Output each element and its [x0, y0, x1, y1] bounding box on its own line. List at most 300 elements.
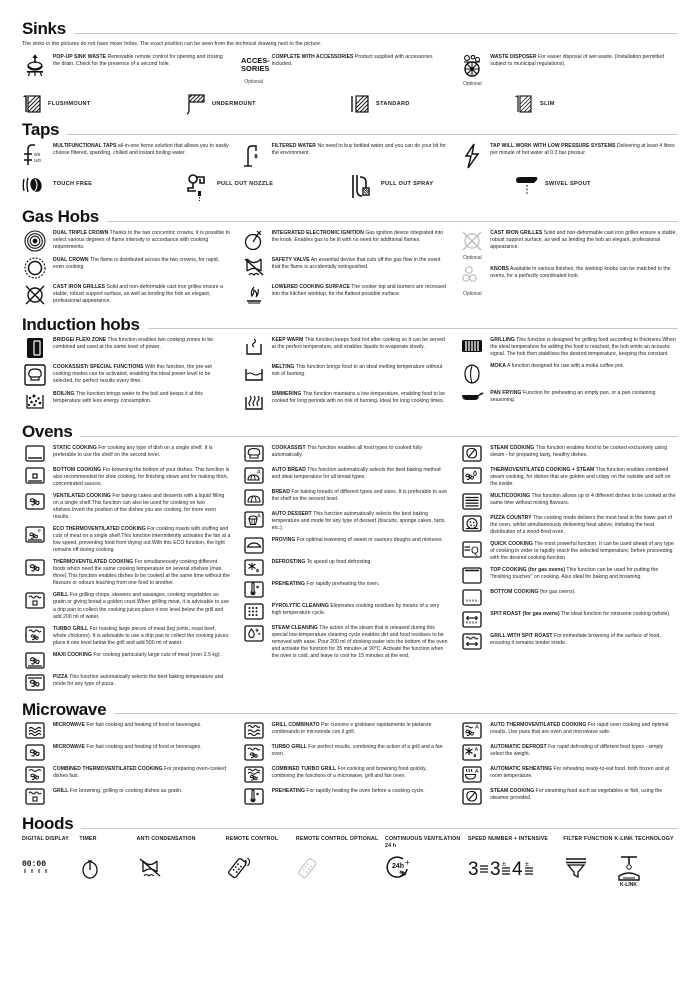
multicooking-icon — [459, 492, 485, 510]
section-rule — [67, 134, 678, 135]
feature-body: A function designed for use with a moka coffee pot. — [507, 363, 624, 370]
feature-item — [22, 558, 231, 587]
feature-body: This function can be used for putting the "finishing touches" on cooking. Also ideal for baking and browning. — [490, 567, 659, 581]
feature-text — [53, 721, 202, 729]
ovens-column-3 — [459, 444, 678, 694]
feature-body: For cooking any type of dish on a single shelf. It is preferable to use the shelf on the second level. — [53, 445, 213, 459]
feature-item — [241, 743, 450, 761]
feature-body: This function is designed for grilling food according to thickness.When the ideal temperature for adding the food is reached, the hob emits an acoustic signal. The hob then stabilises the desired temperature, keeping this constant. — [490, 337, 676, 358]
feature-item — [241, 229, 450, 252]
feature-item — [459, 53, 678, 87]
continuous-ventilation-icon — [385, 855, 468, 897]
ventilated-cooking-icon — [22, 492, 48, 510]
feature-item — [241, 390, 450, 413]
boiling-icon — [22, 390, 48, 413]
simmering-icon — [241, 390, 267, 413]
microwave-grill-icon — [22, 787, 48, 805]
hood-item-timer — [79, 836, 136, 897]
sinks-column-3 — [459, 53, 678, 91]
svg-text:4: 4 — [511, 859, 523, 881]
feature-body: For baking cakes and desserts with a liquid filling on a single shelf.This function can also be used for cooking on two shelves.Invert the position of the dishes you are cooking, for more even results. — [53, 493, 225, 521]
feature-bold: MELTING — [271, 364, 295, 371]
ovens-column-1 — [22, 444, 241, 694]
feature-text — [490, 265, 678, 280]
hood-item-speed-number — [468, 836, 564, 897]
keep-warm-icon — [241, 336, 267, 359]
steam-cooking-icon — [459, 444, 485, 462]
feature-item — [22, 53, 231, 78]
feature-body: Function for preheating an empty pan, or a pan containing seasoning. — [490, 390, 656, 404]
feature-body: For optimal leavening of sweet or savoury doughs and mixtures. — [296, 537, 444, 544]
feature-item — [241, 142, 450, 169]
feature-item — [459, 787, 678, 805]
feature-item — [22, 229, 231, 252]
proving-icon — [241, 536, 267, 554]
feature-item — [459, 336, 678, 358]
feature-bold: LOWERED COOKING SURFACE — [271, 283, 350, 290]
section-rule — [107, 221, 678, 222]
microwave-preheating-icon — [241, 787, 267, 805]
feature-text — [272, 510, 450, 532]
svg-text:±: ± — [501, 861, 506, 869]
feature-body: This function automatically selects the best baking temperature and mode for any type of dessert (biscuits, sponge cakes, tarts, etc.). — [271, 511, 446, 532]
feature-bold: COOKASSIST/ SPECIAL FUNCTIONS — [53, 364, 144, 371]
feature-text — [490, 632, 678, 647]
feature-text — [272, 602, 450, 617]
feature-text — [53, 256, 231, 271]
feature-body: For cooking and browning food quickly, combining the functions of a microwave, grill and fan oven. — [271, 766, 427, 780]
section-taps — [22, 121, 678, 202]
feature-item — [241, 721, 450, 739]
grill-icon — [22, 591, 48, 609]
safety-valve-icon — [241, 256, 267, 279]
hood-label: FILTER FUNCTION — [563, 836, 613, 843]
feature-text — [272, 466, 450, 481]
feature-text — [272, 624, 450, 660]
feature-bold: BRIDGE/ FLEXI ZONE — [53, 337, 107, 344]
cast-iron-grille-icon — [22, 283, 48, 306]
feature-text — [53, 492, 231, 521]
slim-mount-icon — [514, 94, 534, 114]
combined-turbo-grill-icon — [241, 765, 267, 783]
ovens-column-2 — [241, 444, 460, 694]
accessories-icon — [240, 53, 270, 85]
hood-label: TIMER — [79, 836, 97, 843]
taps-column-1 — [22, 142, 241, 173]
k-link-icon — [614, 855, 678, 897]
feature-body: This function enables food to be cooked exclusively using steam - for preparing tasty, healthy dishes. — [490, 445, 668, 459]
feature-bold: SIMMERING — [271, 391, 302, 398]
feature-body: Removable remote control for opening and closing the drain. Check for the presence of a second hole. — [53, 53, 223, 67]
feature-bold: BOTTOM COOKING — [490, 589, 539, 596]
feature-item — [241, 558, 450, 576]
feature-item — [22, 673, 231, 691]
microwave-icon — [22, 721, 48, 739]
feature-bold: COOKASSIST — [271, 445, 306, 452]
feature-item — [241, 444, 450, 462]
static-cooking-icon — [22, 444, 48, 462]
feature-body: The most powerful function. It can be used ahead of any type of cooking in order to rapidly reach the selected temperature, before proceeding with the desired cooking function. — [490, 541, 674, 562]
feature-body: For rapidly preheating the oven. — [306, 581, 380, 588]
feature-body: Thanks to the two concentric crowns, it is possible to select various degrees of flame intensity in accordance with cooking requirements. — [53, 229, 230, 250]
feature-body: Solid and non-deformable cast iron grilles ensure a stable, robust support surface, as well as lending the hob an elegant, professional appearance. — [53, 283, 223, 304]
svg-text:A: A — [475, 769, 479, 776]
grill-combinato-icon — [241, 721, 267, 739]
svg-text:A: A — [475, 724, 479, 731]
feature-item — [459, 632, 678, 650]
feature-item — [459, 265, 678, 297]
hood-label: CONTINUOUS VENTILATION 24 h — [385, 836, 461, 849]
section-title: Hoods — [22, 814, 74, 834]
feature-bold: MICROWAVE — [53, 722, 85, 729]
microwave-steam-cooking-icon — [459, 787, 485, 805]
feature-bold: DUAL CROWN — [53, 256, 89, 263]
feature-body: This function automatically selects the best baking temperature and mode for any type of pizza. — [53, 673, 224, 687]
pyrolytic-cleaning-icon — [241, 602, 267, 620]
cookassist-oven-icon — [241, 444, 267, 462]
feature-body: For easier disposal of wet waste. (Installation permitted subject to municipal regulations). — [490, 53, 665, 67]
feature-text — [53, 229, 231, 251]
feature-bold: WASTE DISPOSER — [490, 53, 537, 60]
feature-item — [459, 610, 678, 628]
svg-text:e: e — [38, 528, 41, 535]
feature-body: For rapidly heating the oven before a cooking cycle. — [306, 788, 425, 795]
section-header-taps — [22, 121, 678, 139]
feature-item — [22, 765, 231, 783]
feature-bold: BREAD — [271, 489, 290, 496]
feature-bold: BOILING — [53, 391, 75, 398]
feature-body: This function brings water to the boil and keeps it at this temperature with less energy consumption. — [53, 391, 203, 405]
feature-bold: MULTICOOKING — [490, 493, 531, 500]
pull-out-spray-icon — [350, 174, 376, 200]
feature-bold: BOTTOM COOKING — [53, 467, 102, 474]
microwave-column-2 — [241, 721, 460, 809]
svg-text:Q: Q — [471, 545, 480, 557]
pizza-country-icon — [459, 514, 485, 532]
section-rule — [74, 33, 678, 34]
tap-style-row — [22, 174, 678, 202]
feature-item — [22, 591, 231, 620]
auto-dessert-icon — [241, 510, 267, 528]
gas-hobs-grid — [22, 229, 678, 310]
hoods-row — [22, 836, 678, 897]
feature-item — [22, 721, 231, 739]
feature-text — [53, 142, 231, 157]
feature-bold: STATIC COOKING — [53, 445, 97, 452]
feature-item — [22, 142, 231, 169]
feature-bold: VENTILATED COOKING — [53, 493, 111, 500]
flushmount-icon — [22, 94, 42, 114]
hood-label: SPEED NUMBER + INTENSIVE — [467, 836, 549, 843]
grill-spit-roast-icon — [459, 632, 485, 650]
ovens-grid — [22, 444, 678, 694]
section-rule — [148, 328, 678, 329]
feature-body: This function enables all food types to cooked fully automatically. — [271, 445, 423, 459]
pan-frying-icon — [459, 389, 485, 404]
feature-bold: MULTIFUNCTIONAL TAPS — [53, 142, 117, 149]
feature-item — [459, 229, 678, 261]
feature-text — [272, 765, 450, 780]
section-header-hoods — [22, 815, 678, 833]
electronic-ignition-icon — [241, 229, 267, 252]
feature-text — [272, 536, 443, 544]
induction-column-3 — [459, 336, 678, 417]
feature-item — [241, 466, 450, 484]
feature-body: Available in various finishes, the worktop knobs can be matched to the ovens, for a perfectly coordinated look. — [490, 265, 671, 279]
speed-number-icon — [468, 855, 564, 897]
feature-item — [22, 363, 231, 386]
svg-text:SORIES: SORIES — [240, 63, 269, 73]
lowered-cooking-surface-icon — [241, 283, 267, 306]
microwave-fan-icon — [22, 743, 48, 761]
thermoventilated-steam-icon — [459, 466, 485, 484]
feature-text — [272, 721, 450, 736]
feature-body: With this function, the pre-set cooking modes can be activated, enabling the ideal power level to be selected, for perfect results every time. — [53, 364, 212, 385]
tap-style-label: SWIVEL SPOUT — [545, 180, 591, 187]
microwave-column-1 — [22, 721, 241, 809]
feature-item — [241, 765, 450, 783]
microwave-turbo-grill-icon — [241, 743, 267, 761]
feature-bold: DEFROSTING — [271, 559, 306, 566]
feature-body: This cooking mode delivers the most heat in the lower part of the oven, whilst simultaneously delivering heat above, imitating the heat distribution of a wood-fired oven. — [490, 515, 673, 536]
feature-item — [241, 602, 450, 620]
sinks-feature-grid — [22, 53, 678, 91]
svg-text:A: A — [256, 469, 261, 476]
feature-body: For browning the bottom of your dishes. This function is also recommended for slow cooking, for finishing stews and for making thick, concentrated sauces. — [53, 467, 230, 488]
feature-body: Delivering at least 4 litres per minute of hot water at 0.3 bar pressur. — [490, 142, 675, 156]
mount-item — [22, 93, 186, 115]
section-header-induction-hobs — [22, 316, 678, 334]
feature-text — [53, 765, 231, 780]
svg-text:0/0: 0/0 — [34, 151, 41, 157]
feature-text — [272, 256, 450, 271]
feature-bold: MOKA — [490, 363, 506, 370]
cast-iron-grille-optional-icon — [459, 229, 485, 261]
section-title: Taps — [22, 119, 60, 139]
feature-text — [53, 283, 231, 305]
maxi-cooking-icon — [22, 651, 48, 669]
feature-body: This function automatically selects the best baking method and ideal temperature for all bread types. — [271, 467, 441, 481]
optional-label: Optional — [244, 78, 263, 85]
mount-item — [186, 93, 350, 115]
feature-body: For cooking particularly large cuts of meat (over 2.5 kg). — [93, 651, 222, 658]
feature-item — [459, 514, 678, 536]
feature-text — [490, 610, 670, 618]
feature-item — [241, 256, 450, 279]
feature-item — [459, 466, 678, 488]
feature-body: To speed up food defrosting. — [306, 559, 372, 566]
dual-triple-crown-icon — [22, 229, 48, 252]
feature-text — [490, 721, 678, 736]
svg-text:A: A — [256, 513, 261, 520]
feature-item — [459, 492, 678, 510]
feature-item — [22, 625, 231, 647]
feature-text — [272, 444, 450, 459]
hood-item-remote-control — [226, 836, 296, 897]
feature-bold: KEEP WARM — [271, 337, 304, 344]
feature-body: For immediate browning of the surface of food, ensuring it remains tender inside. — [490, 633, 661, 647]
feature-text — [490, 566, 678, 581]
tap-style-item — [22, 174, 186, 202]
feature-body: For perfect results, combining the action of a grill and a fan oven. — [271, 744, 443, 758]
feature-text — [53, 336, 231, 351]
feature-text — [272, 229, 450, 244]
automatic-reheating-icon — [459, 765, 485, 783]
feature-bold: PREHEATING — [271, 788, 305, 795]
feature-body: This function maintains a low temperature, enabling food to be cooked for long periods with no risk of burning. Ideal for long cooking times. — [271, 391, 446, 405]
feature-bold: COMBINED THERMOVENTILATED COOKING — [53, 766, 163, 773]
feature-bold: PIZZA — [53, 673, 68, 680]
multifunctional-tap-icon — [22, 142, 48, 169]
optional-label: Optional — [462, 290, 482, 297]
feature-body: An essential device that cuts off the gas flow in the event that the flame is accidentally extinguished. — [271, 256, 441, 270]
sink-mount-row — [22, 93, 678, 115]
feature-item — [459, 765, 678, 783]
digital-display-icon — [22, 855, 79, 897]
feature-item — [459, 142, 678, 169]
feature-item — [22, 743, 231, 761]
filtered-water-tap-icon — [241, 142, 267, 169]
feature-text — [53, 558, 231, 587]
hood-label: ANTI CONDENSATION — [136, 836, 196, 843]
feature-bold: TAP WILL WORK WITH LOW PRESSURE SYSTEMS — [490, 142, 616, 149]
feature-text — [272, 283, 450, 298]
feature-body: Gas ignition device integrated into the knob. Enables gas to be lit with no need for additional flames. — [271, 229, 444, 243]
feature-item — [22, 283, 231, 306]
feature-item — [22, 390, 231, 413]
section-title: Gas Hobs — [22, 206, 99, 226]
hood-label: DIGITAL DISPLAY — [22, 836, 69, 843]
low-pressure-bolt-icon — [459, 142, 485, 169]
feature-item — [241, 488, 450, 506]
feature-bold: STEAM CLEANING — [271, 625, 318, 632]
hood-item-digital-display — [22, 836, 79, 897]
feature-item — [241, 536, 450, 554]
feature-item — [241, 363, 450, 386]
feature-item — [22, 492, 231, 521]
feature-text — [490, 336, 678, 358]
spit-roast-icon — [459, 610, 485, 628]
feature-item — [241, 53, 450, 85]
feature-text — [490, 466, 678, 488]
bread-icon — [241, 488, 267, 506]
standard-mount-icon — [350, 94, 370, 114]
timer-icon — [79, 855, 136, 897]
feature-item — [241, 510, 450, 532]
feature-bold: SAFETY VALVE — [271, 256, 310, 263]
feature-item — [22, 525, 231, 554]
feature-body: Product supplied with accessories included. — [271, 53, 433, 67]
feature-text — [53, 525, 231, 554]
feature-text — [490, 787, 678, 802]
taps-column-3 — [459, 142, 678, 173]
tap-style-item — [514, 174, 678, 202]
feature-text — [272, 142, 450, 157]
feature-bold: STEAM COOKING — [490, 788, 535, 795]
feature-bold: PREHEATING — [271, 581, 305, 588]
svg-text:ACCES-: ACCES- — [240, 55, 270, 65]
feature-text — [53, 363, 231, 385]
hood-item-k-link — [614, 836, 678, 897]
feature-bold: TURBO GRILL — [53, 625, 89, 632]
feature-text — [490, 514, 678, 536]
induction-column-2 — [241, 336, 460, 417]
feature-item — [459, 721, 678, 739]
gas-hobs-column-1 — [22, 229, 241, 310]
feature-bold: INTEGRATED ELECTRONIC IGNITION — [271, 229, 364, 236]
feature-bold: TOP COOKING (for gas ovens) — [490, 567, 566, 574]
feature-item — [22, 651, 231, 669]
induction-grid — [22, 336, 678, 417]
feature-body: The action of the steam that is released during this special low-temperature cleaning cycle enables dirt and food residues to be removed with ease. Pour 200 ml of drinking water into the bottom of the oven and activate the function for 35 minutes at 90°C. Activate the function when the oven is cold, and leave to cool for 15 minutes at the end. — [271, 625, 448, 660]
feature-text — [490, 389, 678, 404]
tap-style-label: TOUCH FREE — [53, 180, 93, 187]
thermoventilated-cooking-icon — [22, 558, 48, 576]
sinks-column-2 — [241, 53, 460, 91]
feature-bold: GRILL — [53, 592, 69, 599]
feature-item — [459, 389, 678, 404]
feature-text — [490, 588, 575, 596]
feature-text — [53, 390, 231, 405]
feature-bold: THERMOVENTILATED COOKING — [53, 559, 134, 566]
mount-label: UNDERMOUNT — [212, 100, 256, 107]
pizza-icon — [22, 673, 48, 691]
pull-out-nozzle-icon — [186, 174, 212, 202]
section-rule — [80, 436, 678, 437]
section-title: Induction hobs — [22, 314, 140, 334]
feature-text — [272, 743, 450, 758]
optional-label: Optional — [462, 80, 482, 87]
feature-bold: PROVING — [271, 537, 296, 544]
feature-body: For simultaneously cooking different foods which need the same cooking temperature on several shelves (max. three).This function enables dishes to be cooked at the same time without the flavours or odours leaching from one food to another. — [53, 559, 231, 587]
filter-function-icon — [563, 855, 614, 897]
feature-bold: GRILL WITH SPIT ROAST — [490, 633, 553, 640]
feature-body: This function enables combined steam cooking, for dishes that are golden and crispy on the outside and soft on the inside. — [490, 467, 671, 488]
feature-text — [272, 53, 450, 68]
automatic-defrost-icon — [459, 743, 485, 761]
feature-bold: AUTO DESSERT — [271, 511, 312, 518]
svg-text:+: + — [405, 858, 410, 868]
feature-bold: COMBINED TURBO GRILL — [271, 766, 337, 773]
mount-label: SLIM — [540, 100, 555, 107]
eco-thermoventilated-icon — [22, 525, 48, 543]
melting-icon — [241, 363, 267, 386]
section-gas-hobs — [22, 208, 678, 310]
feature-text — [53, 673, 231, 688]
feature-bold: GRILL — [53, 788, 69, 795]
microwave-column-3 — [459, 721, 678, 809]
feature-text — [53, 591, 231, 620]
feature-item — [459, 588, 678, 606]
section-header-microwave — [22, 701, 678, 719]
tap-style-item — [350, 174, 514, 202]
feature-text — [490, 53, 678, 68]
feature-bold: COMPLETE WITH ACCESSORIES — [271, 53, 354, 60]
section-title: Sinks — [22, 19, 66, 38]
tap-style-label: PULL OUT SPRAY — [381, 180, 434, 187]
section-hoods — [22, 815, 678, 897]
svg-text:3: 3 — [489, 859, 501, 881]
section-microwave — [22, 701, 678, 810]
feature-bold: SPIT ROAST (for gas ovens) — [490, 611, 560, 618]
moka-icon — [459, 362, 485, 385]
feature-text — [272, 336, 450, 351]
feature-body: Per cuocere e gratinare rapidamente le pietanze combinando le microonde con il grill. — [271, 722, 432, 736]
feature-bold: AUTO BREAD — [271, 467, 306, 474]
feature-text — [53, 625, 231, 647]
feature-bold: MICROWAVE — [53, 744, 85, 751]
feature-bold: GRILLING — [490, 337, 515, 344]
